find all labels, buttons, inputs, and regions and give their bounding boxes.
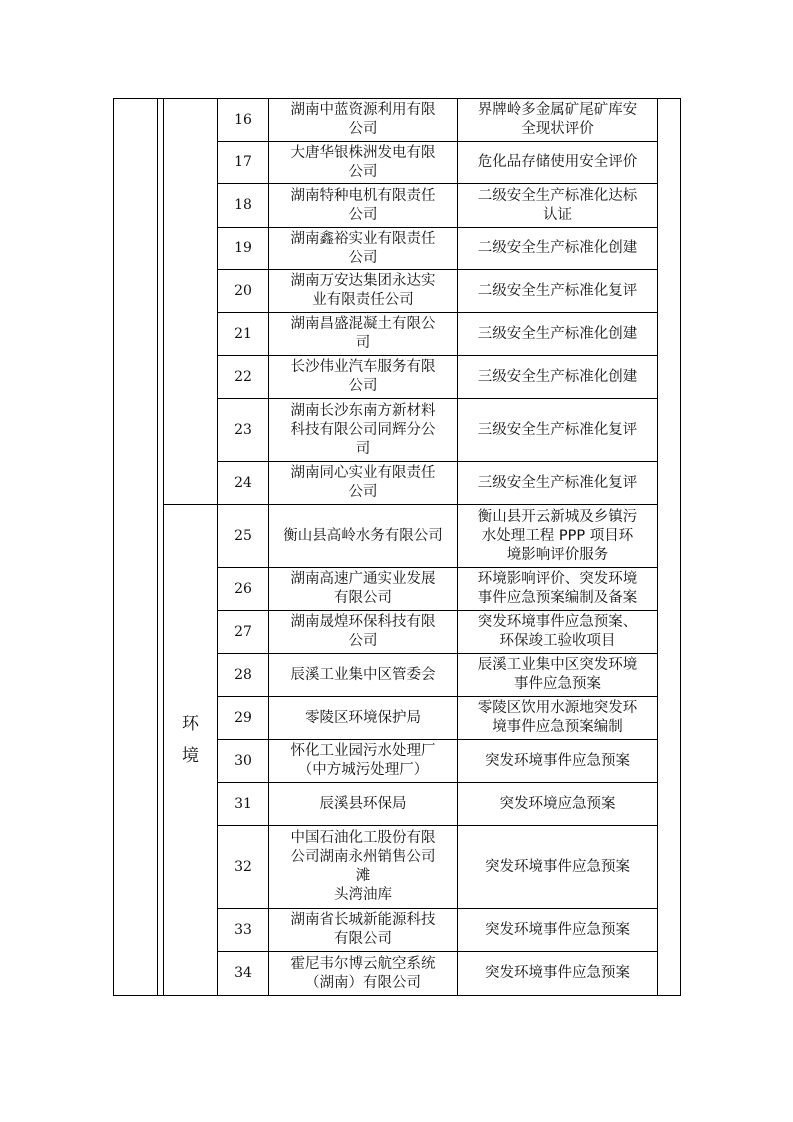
- project-name: 突发环境事件应急预案、 环保竣工验收项目: [477, 614, 638, 649]
- company-name: 湖南万安达集团永达实 业有限责任公司: [290, 273, 436, 308]
- company-name: 湖南晟煌环保科技有限 公司: [290, 614, 436, 649]
- row-number: 34: [234, 965, 252, 981]
- company-name: 辰溪工业集中区管委会: [290, 666, 436, 683]
- company-name: 霍尼韦尔博云航空系统 （湖南）有限公司: [290, 955, 436, 991]
- row-number: 23: [234, 421, 252, 438]
- col-border-outer-left: [113, 98, 114, 996]
- project-name: 零陵区饮用水源地突发环 境事件应急预案编制: [477, 700, 638, 735]
- company-name: 湖南同心实业有限责任 公司: [290, 465, 436, 500]
- category-char: 环: [182, 714, 199, 734]
- company-name: 湖南特种电机有限责任 公司: [290, 187, 436, 223]
- col-border-project: [657, 98, 658, 996]
- company-name: 辰溪县环保局: [319, 795, 407, 812]
- company-name: 衡山县高岭水务有限公司: [283, 527, 443, 544]
- row-number: 25: [234, 527, 252, 544]
- row-number: 30: [234, 752, 252, 769]
- project-name: 突发环境应急预案: [499, 795, 616, 812]
- company-name: 零陵区环境保护局: [305, 709, 421, 726]
- row-number: 27: [234, 623, 252, 640]
- col-border-double-a: [157, 98, 158, 996]
- row-number: 21: [234, 325, 252, 342]
- company-name: 湖南长沙东南方新材料 科技有限公司同辉分公 司: [290, 402, 436, 457]
- row-number: 24: [234, 474, 252, 491]
- project-name: 环境影响评价、突发环境 事件应急预案编制及备案: [477, 571, 638, 606]
- company-name: 湖南省长城新能源科技 有限公司: [290, 912, 436, 947]
- project-name: 突发环境事件应急预案: [485, 965, 630, 981]
- col-border-outer-right: [680, 98, 681, 996]
- company-name: 大唐华银株洲发电有限 公司: [290, 144, 436, 180]
- project-name: 二级安全生产标准化创建: [477, 240, 638, 256]
- project-name: 突发环境事件应急预案: [485, 858, 630, 875]
- company-name: 湖南昌盛混凝土有限公 司: [290, 316, 436, 351]
- row-number: 29: [234, 709, 252, 726]
- row-number: 17: [234, 154, 252, 170]
- project-name: 突发环境事件应急预案: [485, 921, 630, 938]
- table-bottom-border: [113, 995, 681, 996]
- row-number: 28: [234, 666, 252, 683]
- project-name: 辰溪工业集中区突发环境 事件应急预案: [477, 657, 638, 692]
- project-name: 衡山县开云新城及乡镇污 水处理工程 PPP 项目环 境影响评价服务: [477, 508, 638, 563]
- row-number: 26: [234, 580, 252, 597]
- project-name: 二级安全生产标准化复评: [477, 282, 638, 299]
- category-label-environment: [164, 708, 217, 772]
- company-name: 湖南鑫裕实业有限责任 公司: [290, 230, 436, 266]
- project-name: 三级安全生产标准化创建: [477, 368, 638, 385]
- row-number: 18: [234, 197, 252, 213]
- company-name: 怀化工业园污水处理厂 （中方城污处理厂）: [290, 743, 436, 778]
- category-char: 境: [182, 746, 199, 766]
- row-number: 31: [234, 795, 252, 812]
- project-name: 界牌岭多金属矿尾矿库安 全现状评价: [477, 102, 638, 137]
- row-number: 32: [234, 858, 252, 875]
- company-name: 湖南中蓝资源利用有限 公司: [290, 102, 436, 137]
- project-name: 二级安全生产标准化达标 认证: [477, 187, 638, 223]
- row-number: 19: [234, 240, 252, 256]
- project-name: 三级安全生产标准化创建: [477, 325, 638, 342]
- company-name: 长沙伟业汽车服务有限 公司: [290, 359, 436, 394]
- company-name: 中国石油化工股份有限 公司湖南永州销售公司 滩 头湾油库: [290, 830, 436, 903]
- col-border-double-b: [163, 98, 164, 996]
- project-name: 三级安全生产标准化复评: [477, 421, 638, 438]
- project-name: 突发环境事件应急预案: [485, 752, 630, 769]
- company-name: 湖南高速广通实业发展 有限公司: [290, 571, 436, 606]
- project-name: 危化品存储使用安全评价: [477, 154, 638, 170]
- project-name: 三级安全生产标准化复评: [477, 474, 638, 491]
- row-number: 20: [234, 282, 252, 299]
- row-number: 22: [234, 368, 252, 385]
- row-number: 33: [234, 921, 252, 938]
- row-number: 16: [234, 111, 252, 128]
